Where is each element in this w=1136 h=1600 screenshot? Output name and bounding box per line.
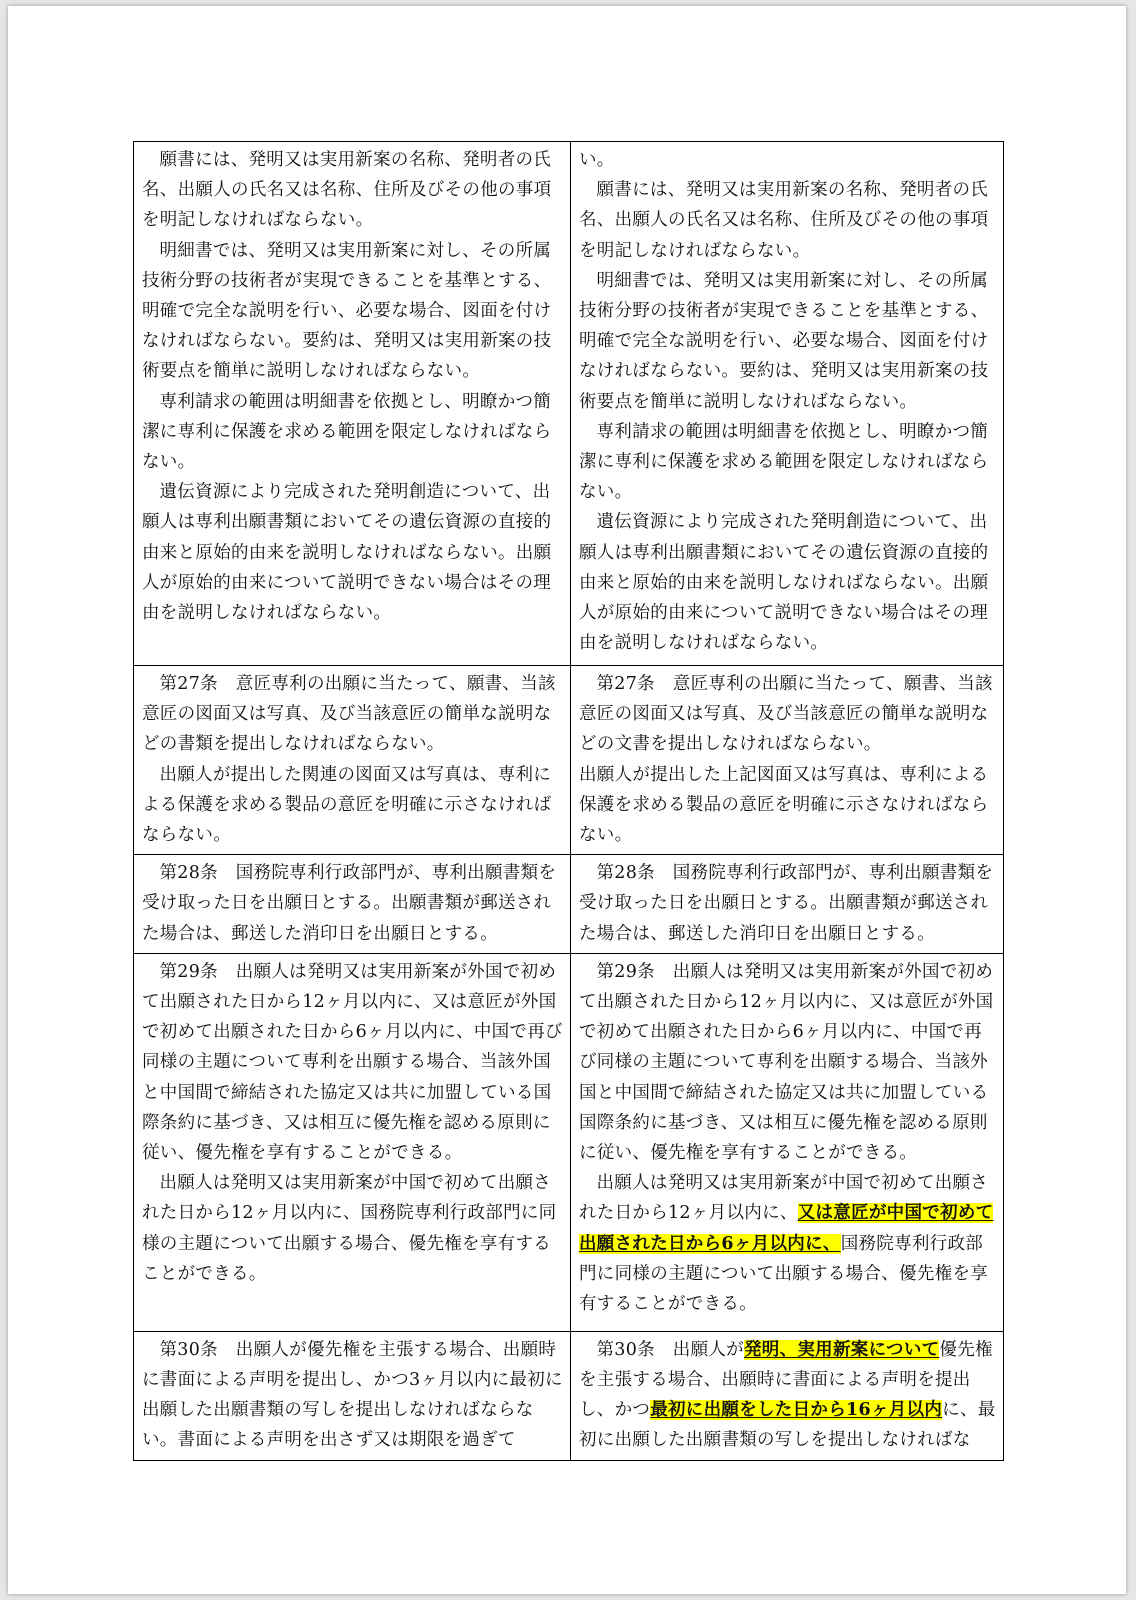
table-row (134, 855, 1004, 954)
paragraph: 出願人が提出した関連の図面又は写真は、専利による保護を求める製品の意匠を明確に示さなければならない。 (142, 764, 552, 846)
left-cell (134, 855, 571, 954)
table-row (134, 666, 1004, 855)
paragraph: 願書には、発明又は実用新案の名称、発明者の氏名、出願人の氏名又は名称、住所及びその他の事項を明記しなければならない。 (142, 150, 552, 231)
left-cell (134, 666, 571, 855)
table-row (134, 953, 1004, 1331)
highlighted-text: 又は意匠が中国で初めて出願された日から6ヶ月以内に、 (579, 1203, 994, 1254)
paragraph: 専利請求の範囲は明細書を依拠とし、明瞭かつ簡潔に専利に保護を求める範囲を限定しなければならない。 (142, 391, 552, 473)
text-run: 第30条 出願人が (596, 1339, 744, 1360)
article-29-paragraph: 第29条 出願人は発明又は実用新案が外国で初めて出願された日から12ヶ月以内に、又は意匠が外国で初めて出願された日から6ヶ月以内に、中国で再び同様の主題について専利を出願する場合、当該外国と中国間で締結された協定又は共に加盟している国際条約に基づき、又は相互に優先権を認める原則に従い、優先権を享有することができる。 (579, 961, 994, 1164)
comparison-table (133, 141, 1004, 1461)
article-29-paragraph: 第29条 出願人は発明又は実用新案が外国で初めて出願された日から12ヶ月以内に、又は意匠が外国で初めて出願された日から6ヶ月以内に、中国で再び同様の主題について専利を出願する場合、当該外国と中国間で締結された協定又は共に加盟している国際条約に基づき、又は相互に優先権を認める原則に従い、優先権を享有することができる。 (142, 961, 563, 1164)
paragraph: 遺伝資源により完成された発明創造について、出願人は専利出願書類においてその遺伝資源の直接的由来と原始的由来を説明しなければならない。出願人が原始的由来について説明できない場合はその理由を説明しなければならない。 (142, 482, 552, 624)
left-cell (134, 1331, 571, 1460)
highlighted-text: 発明、実用新案について (743, 1339, 940, 1360)
right-cell (571, 1331, 1004, 1460)
left-cell (134, 953, 571, 1331)
text-run: 出願人は発明又は実用新案が中国で初めて出願された日から12ヶ月以内に、 (579, 1173, 989, 1224)
paragraph: い。 (579, 150, 615, 170)
paragraph: 出願人は発明又は実用新案が中国で初めて出願された日から12ヶ月以内に、国務院専利行政部門に同様の主題について出願する場合、優先権を享有することができる。 (142, 1173, 557, 1284)
right-cell (571, 855, 1004, 954)
right-cell (571, 953, 1004, 1331)
table-row (134, 142, 1004, 666)
article-30-paragraph: 第30条 出願人が優先権を主張する場合、出願時に書面による声明を提出し、かつ3ヶ月以内に最初に出願した出願書類の写しを提出しなければならない。書面による声明を出さず又は期限を過ぎて (142, 1339, 563, 1451)
highlighted-text: 最初に出願をした日から16ヶ月以内 (650, 1400, 943, 1421)
text-run: に、最初に出願した出願書類の写しを提出しなければな (579, 1400, 996, 1451)
article-30-paragraph (579, 1335, 996, 1456)
right-cell (571, 666, 1004, 855)
article-28-paragraph: 第28条 国務院専利行政部門が、専利出願書類を受け取った日を出願日とする。出願書類が郵送された場合は、郵送した消印日を出願日とする。 (142, 863, 557, 944)
paragraph: 遺伝資源により完成された発明創造について、出願人は専利出願書類においてその遺伝資源の直接的由来と原始的由来を説明しなければならない。出願人が原始的由来について説明できない場合はその理由を説明しなければならない。 (579, 512, 989, 654)
document-page (8, 6, 1126, 1594)
article-27-paragraph: 第27条 意匠専利の出願に当たって、願書、当該意匠の図面又は写真、及び当該意匠の簡単な説明などの書類を提出しなければならない。 (142, 674, 556, 755)
paragraph: 明細書では、発明又は実用新案に対し、その所属技術分野の技術者が実現できることを基準とする、明確で完全な説明を行い、必要な場合、図面を付けなければならない。要約は、発明又は実用新案の技術要点を簡単に説明しなければならない。 (142, 240, 552, 382)
paragraph: 願書には、発明又は実用新案の名称、発明者の氏名、出願人の氏名又は名称、住所及びその他の事項を明記しなければならない。 (579, 180, 989, 261)
paragraph: 出願人が提出した上記図面又は写真は、専利による保護を求める製品の意匠を明確に示さなければならない。 (579, 764, 989, 846)
left-cell (134, 142, 571, 666)
article-27-paragraph: 第27条 意匠専利の出願に当たって、願書、当該意匠の図面又は写真、及び当該意匠の簡単な説明などの文書を提出しなければならない。 (579, 674, 993, 755)
paragraph: 専利請求の範囲は明細書を依拠とし、明瞭かつ簡潔に専利に保護を求める範囲を限定しなければならない。 (579, 421, 989, 503)
text-run: 優先権を主張する場合、出願時に書面による声明を提出し、かつ (579, 1339, 993, 1421)
paragraph (579, 1168, 996, 1319)
table-row (134, 1331, 1004, 1460)
right-cell (571, 142, 1004, 666)
article-28-paragraph: 第28条 国務院専利行政部門が、専利出願書類を受け取った日を出願日とする。出願書類が郵送された場合は、郵送した消印日を出願日とする。 (579, 863, 994, 944)
paragraph: 明細書では、発明又は実用新案に対し、その所属技術分野の技術者が実現できることを基準とする、明確で完全な説明を行い、必要な場合、図面を付けなければならない。要約は、発明又は実用新案の技術要点を簡単に説明しなければならない。 (579, 270, 989, 412)
text-run: 国務院専利行政部門に同様の主題について出願する場合、優先権を享有することができる。 (579, 1233, 989, 1315)
